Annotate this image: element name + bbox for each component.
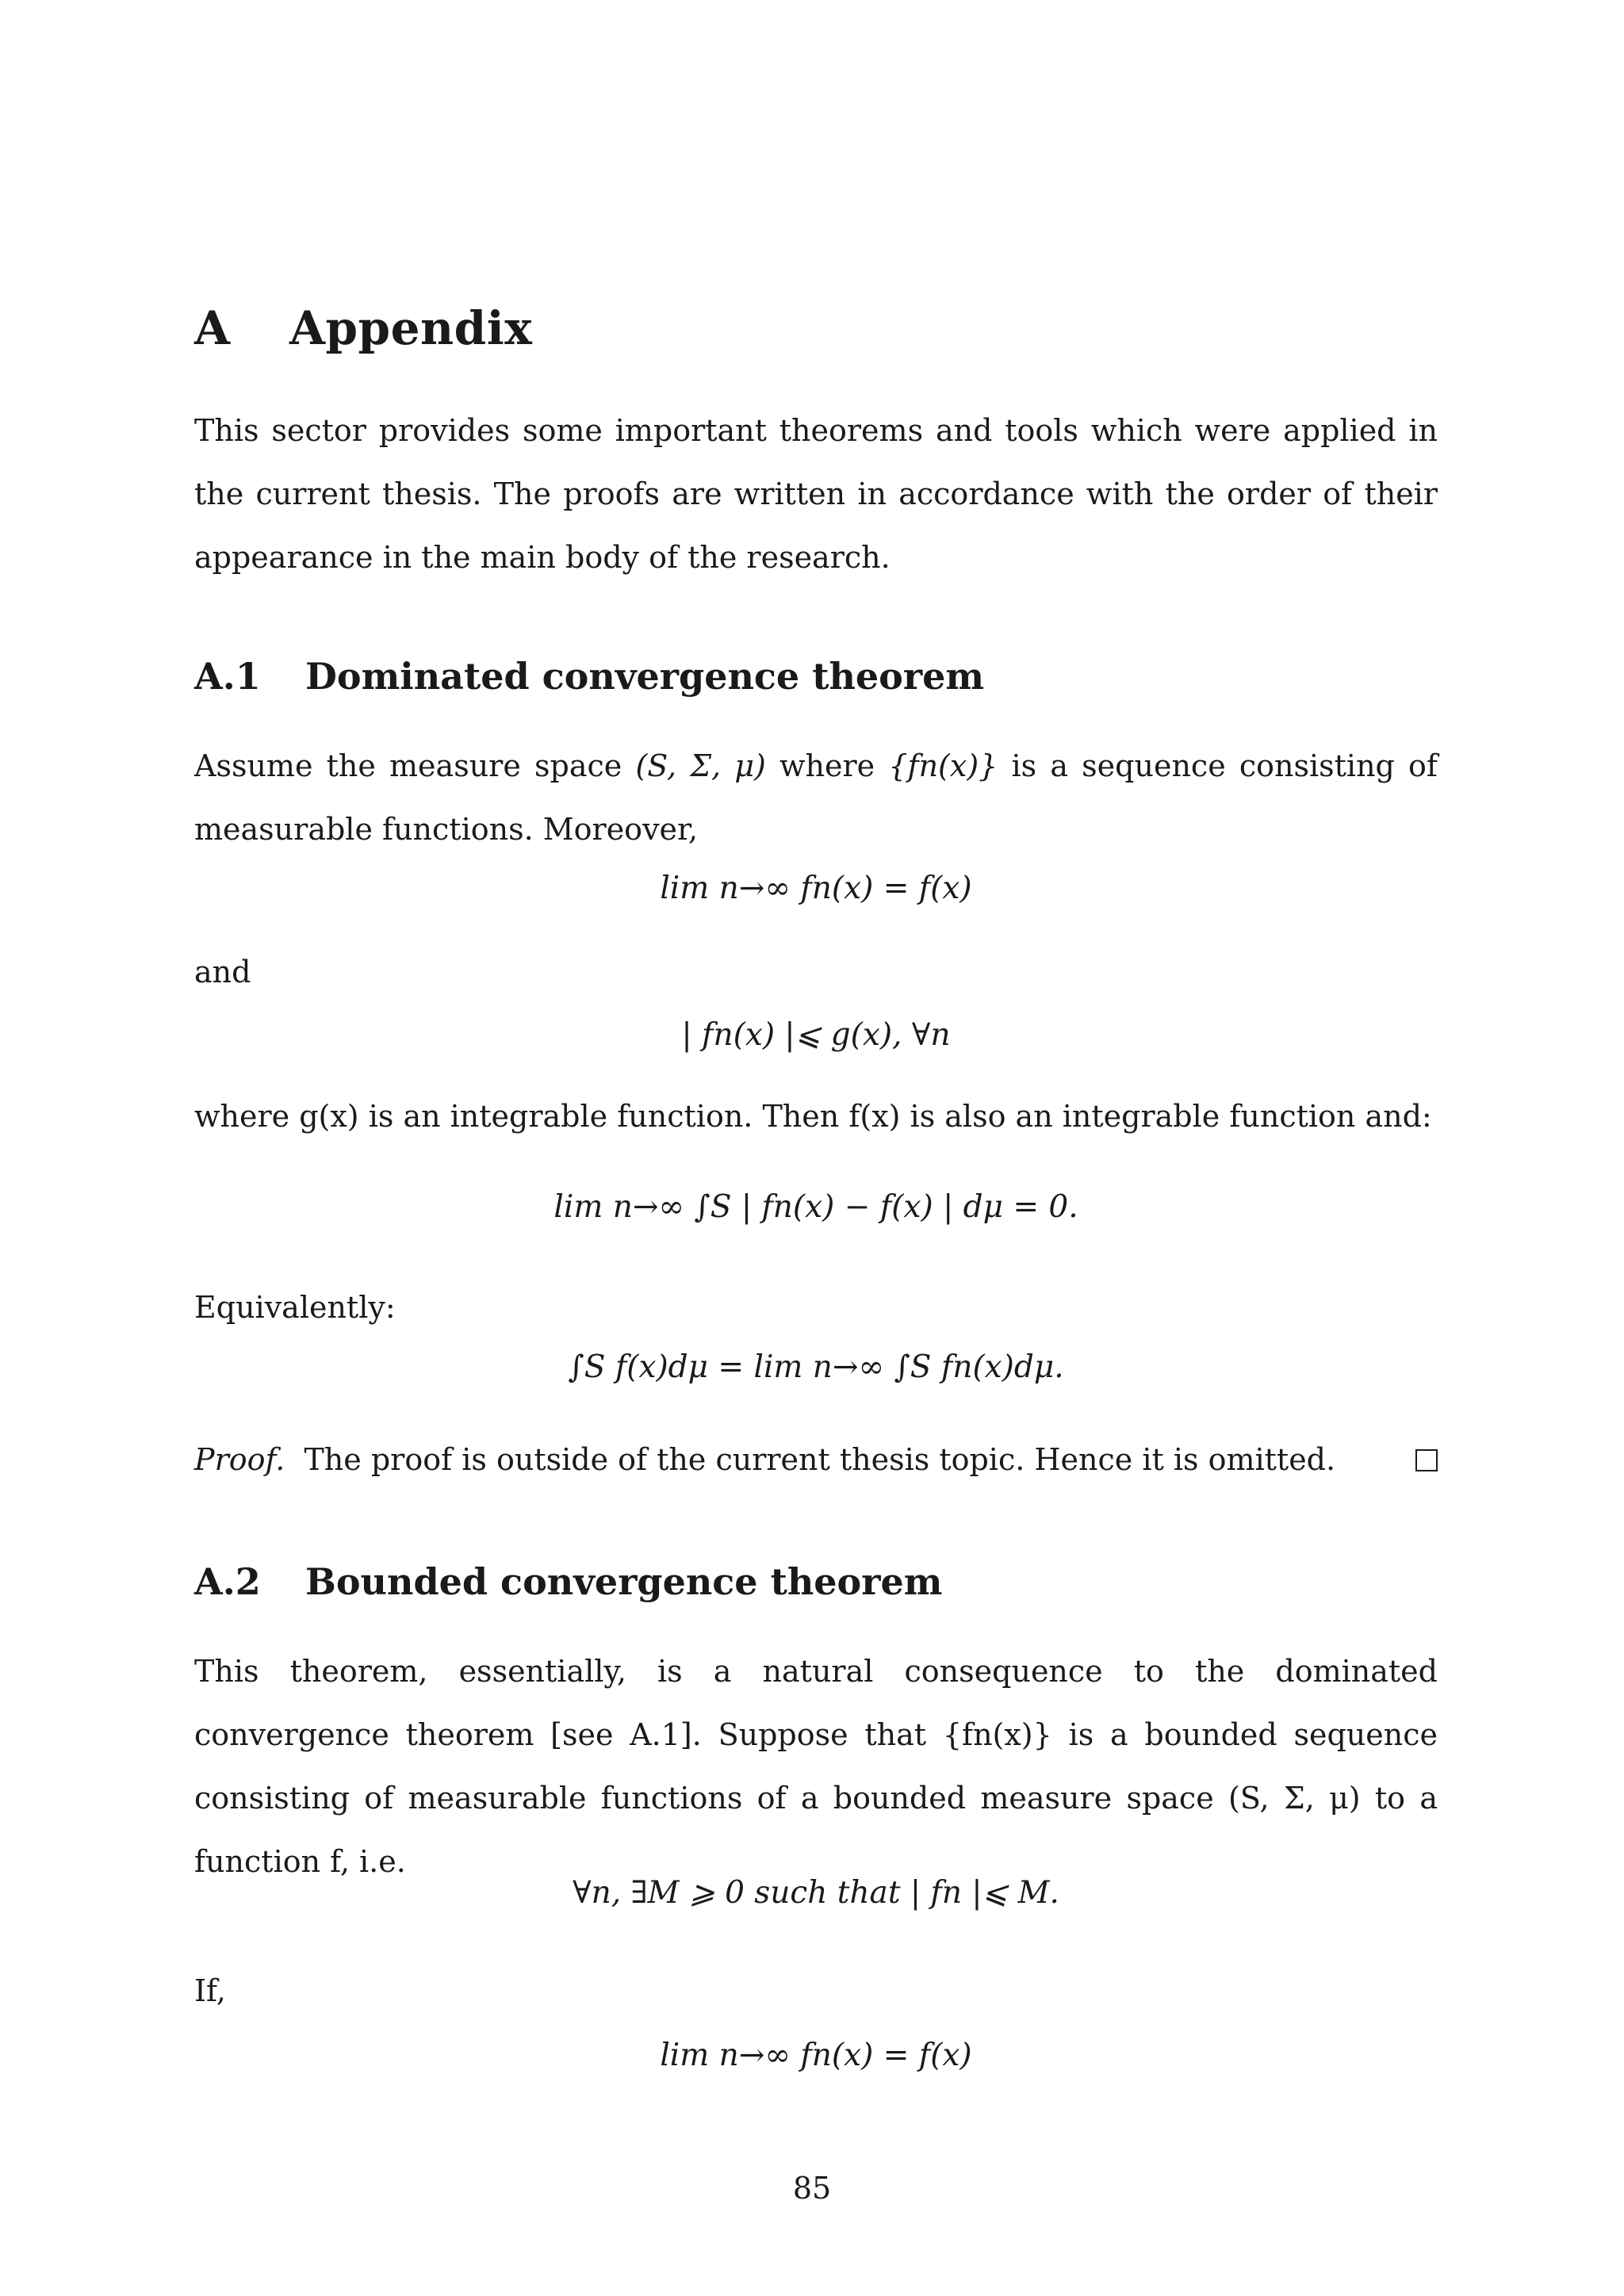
page-number: 85 xyxy=(792,2171,832,2206)
proof-label: Proof. xyxy=(194,1442,285,1477)
where-line: where g(x) is an integrable function. Then f(x) is also an integrable function and: xyxy=(194,1099,1432,1134)
proof-text: The proof is outside of the current thesis topic. Hence it is omitted. xyxy=(304,1442,1336,1477)
equivalently-text: Equivalently: xyxy=(194,1290,396,1325)
if-text: If, xyxy=(194,1973,226,2008)
section-heading-a2 xyxy=(194,1560,942,1603)
proof-line xyxy=(194,1441,1335,1478)
equation-text: ∀n, ∃M ⩾ 0 such that | fn |⩽ M. xyxy=(573,1875,1059,1911)
equation-limit-2 xyxy=(194,2038,1438,2073)
text-run: Assume the measure space xyxy=(194,748,636,783)
equation-limit xyxy=(194,871,1438,906)
text-run: where xyxy=(765,748,889,783)
math-inline: {fn(x)} xyxy=(888,748,998,783)
intro-paragraph: This sector provides some important theorems and tools which were applied in the current thesis. The proofs are written in accordance with the order of their appearance in the main body of the research. xyxy=(194,413,1438,575)
section-title: Dominated convergence theorem xyxy=(305,655,985,698)
equation-text: ∫S f(x)dμ = lim n→∞ ∫S fn(x)dμ. xyxy=(568,1349,1064,1385)
equation-integral-limit xyxy=(194,1189,1438,1225)
chapter-title: Appendix xyxy=(289,301,533,355)
and-text: and xyxy=(194,955,251,989)
equation-text: lim n→∞ fn(x) = f(x) xyxy=(660,871,972,906)
equation-bounded xyxy=(194,1875,1438,1911)
section-number: A.1 xyxy=(194,655,261,698)
text-run: is a sequence consisting of measurable functions. Moreover, xyxy=(194,748,1438,847)
a2-paragraph: This theorem, essentially, is a natural consequence to the dominated convergence theorem [see A.1]. Suppose that {fn(x)} is a bounded sequence consisting of measurable functions of a bounded measure space (S, Σ, μ) to a function f, i.e. xyxy=(194,1654,1438,1879)
section-heading-a1 xyxy=(194,655,984,698)
section-title: Bounded convergence theorem xyxy=(305,1560,943,1603)
chapter-number: A xyxy=(194,301,231,355)
equation-text: lim n→∞ fn(x) = f(x) xyxy=(660,2038,972,2073)
math-inline: (S, Σ, μ) xyxy=(635,748,766,783)
chapter-heading xyxy=(194,301,532,355)
qed-square-icon xyxy=(1415,1449,1438,1471)
equation-text: lim n→∞ ∫S | fn(x) − f(x) | dμ = 0. xyxy=(553,1189,1078,1225)
equation-text: | fn(x) |⩽ g(x), ∀n xyxy=(681,1017,951,1053)
equation-bound xyxy=(194,1017,1438,1053)
section-number: A.2 xyxy=(194,1560,261,1603)
a1-paragraph xyxy=(194,734,1438,861)
equation-equivalent xyxy=(194,1349,1438,1385)
